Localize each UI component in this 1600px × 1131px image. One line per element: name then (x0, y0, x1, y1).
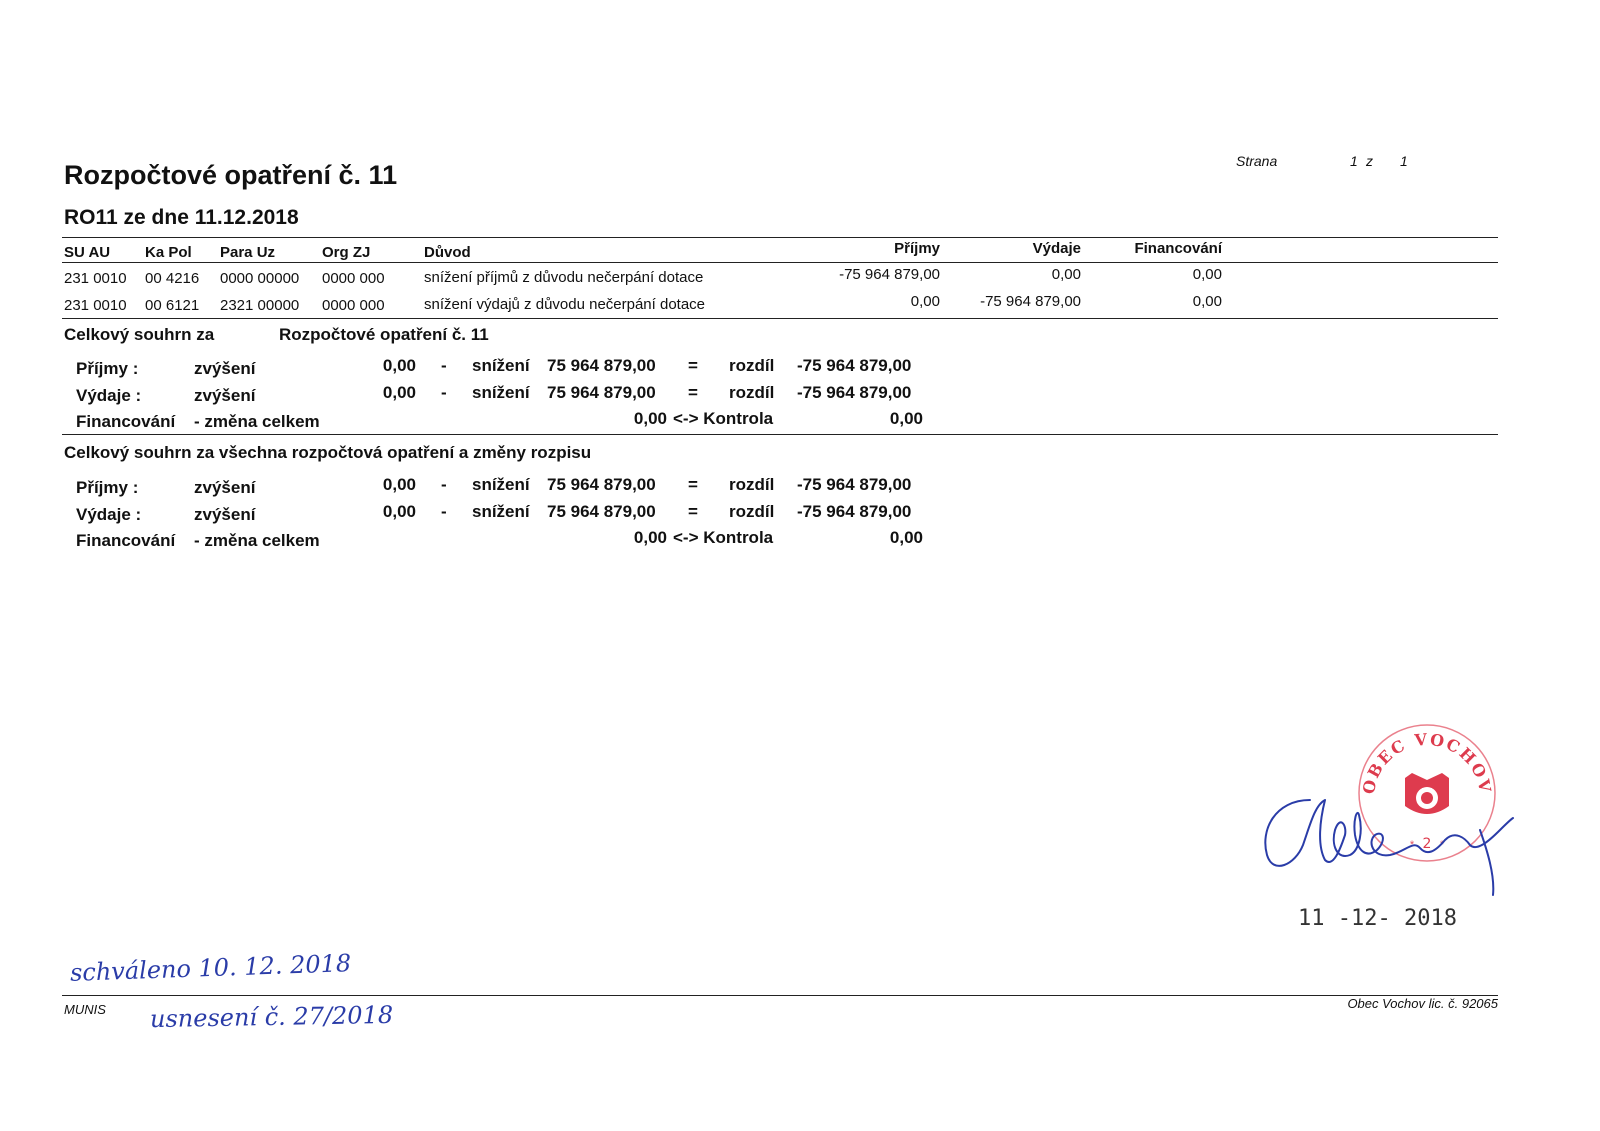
cell-su-au: 231 0010 (64, 297, 127, 314)
minus-sign: - (441, 383, 447, 402)
zmena-value: 0,00 (633, 409, 667, 428)
cell-vydaje: 0,00 (1051, 266, 1081, 283)
rozdil-value: -75 964 879,00 (797, 475, 912, 494)
kontrola-value: 0,00 (889, 528, 923, 547)
zmena-label: - změna celkem (194, 412, 320, 431)
stamp-number: 2 (1422, 836, 1432, 852)
equals-sign: = (688, 356, 698, 375)
snizeni-label: snížení (472, 475, 530, 494)
equals-sign: = (688, 475, 698, 494)
cell-ka-pol: 00 6121 (145, 297, 200, 314)
page-total: 1 (1400, 153, 1408, 169)
zvyseni-label: zvýšení (194, 478, 256, 497)
col-vydaje: Výdaje (1032, 240, 1081, 257)
cell-financovani: 0,00 (1192, 293, 1222, 310)
cell-para-uz: 2321 00000 (220, 297, 300, 314)
minus-sign: - (441, 475, 447, 494)
star-icon: * (1439, 839, 1445, 851)
rozdil-value: -75 964 879,00 (797, 502, 912, 521)
zmena-label: - změna celkem (194, 531, 320, 550)
page-number: 1 (1350, 153, 1358, 169)
col-financovani: Financování (1134, 240, 1222, 257)
summary-divider (62, 434, 1498, 435)
snizeni-value: 75 964 879,00 (547, 475, 656, 494)
handwritten-approval: schváleno 10. 12. 2018 (69, 949, 352, 987)
snizeni-label: snížení (472, 383, 530, 402)
col-para-uz: Para Uz (220, 244, 276, 261)
footer-left: MUNIS (64, 1002, 106, 1017)
col-org-zj: Org ZJ (322, 244, 371, 261)
page-of: z (1366, 153, 1373, 169)
rozdil-label: rozdíl (729, 383, 775, 402)
document-title: Rozpočtové opatření č. 11 (64, 160, 398, 190)
cell-su-au: 231 0010 (64, 270, 127, 287)
summary2-label: Celkový souhrn za všechna rozpočtová opatření a změny rozpisu (64, 443, 592, 462)
zvyseni-value: 0,00 (382, 475, 416, 494)
row-label: Výdaje : (76, 505, 142, 524)
snizeni-value: 75 964 879,00 (547, 356, 656, 375)
equals-sign: = (688, 502, 698, 521)
cell-duvod: snížení výdajů z důvodu nečerpání dotace (424, 296, 706, 313)
page-label: Strana (1236, 153, 1278, 169)
stamp-text: OBEC VOCHOV (1358, 729, 1496, 796)
minus-sign: - (441, 502, 447, 521)
col-ka-pol: Ka Pol (145, 244, 192, 261)
row-label: Výdaje : (76, 386, 142, 405)
kontrola-value: 0,00 (889, 409, 923, 428)
snizeni-label: snížení (472, 356, 530, 375)
zmena-value: 0,00 (633, 528, 667, 547)
rozdil-value: -75 964 879,00 (797, 356, 912, 375)
table-top-rule (62, 237, 1498, 238)
equals-sign: = (688, 383, 698, 402)
minus-sign: - (441, 356, 447, 375)
signature-scribble (1255, 760, 1525, 900)
table-bottom-rule (62, 318, 1498, 319)
cell-prijmy: 0,00 (910, 293, 940, 310)
summary1-label: Celkový souhrn za (64, 325, 215, 344)
rozdil-label: rozdíl (729, 356, 775, 375)
table-header-rule (62, 262, 1498, 263)
row-label: Financování (76, 412, 176, 431)
snizeni-value: 75 964 879,00 (547, 502, 656, 521)
col-prijmy: Příjmy (894, 240, 940, 257)
cell-org-zj: 0000 000 (322, 270, 385, 287)
zvyseni-label: zvýšení (194, 386, 256, 405)
col-su-au: SU AU (64, 244, 111, 261)
cell-duvod: snížení příjmů z důvodu nečerpání dotace (424, 269, 704, 286)
rozdil-label: rozdíl (729, 502, 775, 521)
summary1-name: Rozpočtové opatření č. 11 (279, 325, 489, 344)
cell-vydaje: -75 964 879,00 (980, 293, 1081, 310)
handwritten-resolution: usnesení č. 27/2018 (149, 1000, 394, 1034)
cell-prijmy: -75 964 879,00 (839, 266, 940, 283)
zvyseni-value: 0,00 (382, 356, 416, 375)
cell-org-zj: 0000 000 (322, 297, 385, 314)
cell-financovani: 0,00 (1192, 266, 1222, 283)
col-duvod: Důvod (424, 244, 471, 261)
kontrola-label: <-> Kontrola (673, 409, 774, 428)
zvyseni-value: 0,00 (382, 383, 416, 402)
rozdil-label: rozdíl (729, 475, 775, 494)
zvyseni-value: 0,00 (382, 502, 416, 521)
date-stamp: 11 -12- 2018 (1298, 906, 1457, 931)
row-label: Příjmy : (76, 478, 139, 497)
footer-right: Obec Vochov lic. č. 92065 (1347, 996, 1498, 1011)
zvyseni-label: zvýšení (194, 505, 256, 524)
document-subtitle: RO11 ze dne 11.12.2018 (64, 206, 299, 229)
row-label: Příjmy : (76, 359, 139, 378)
snizeni-label: snížení (472, 502, 530, 521)
rozdil-value: -75 964 879,00 (797, 383, 912, 402)
kontrola-label: <-> Kontrola (673, 528, 774, 547)
cell-ka-pol: 00 4216 (145, 270, 200, 287)
cell-para-uz: 0000 00000 (220, 270, 300, 287)
zvyseni-label: zvýšení (194, 359, 256, 378)
row-label: Financování (76, 531, 176, 550)
star-icon: * (1409, 839, 1415, 851)
snizeni-value: 75 964 879,00 (547, 383, 656, 402)
